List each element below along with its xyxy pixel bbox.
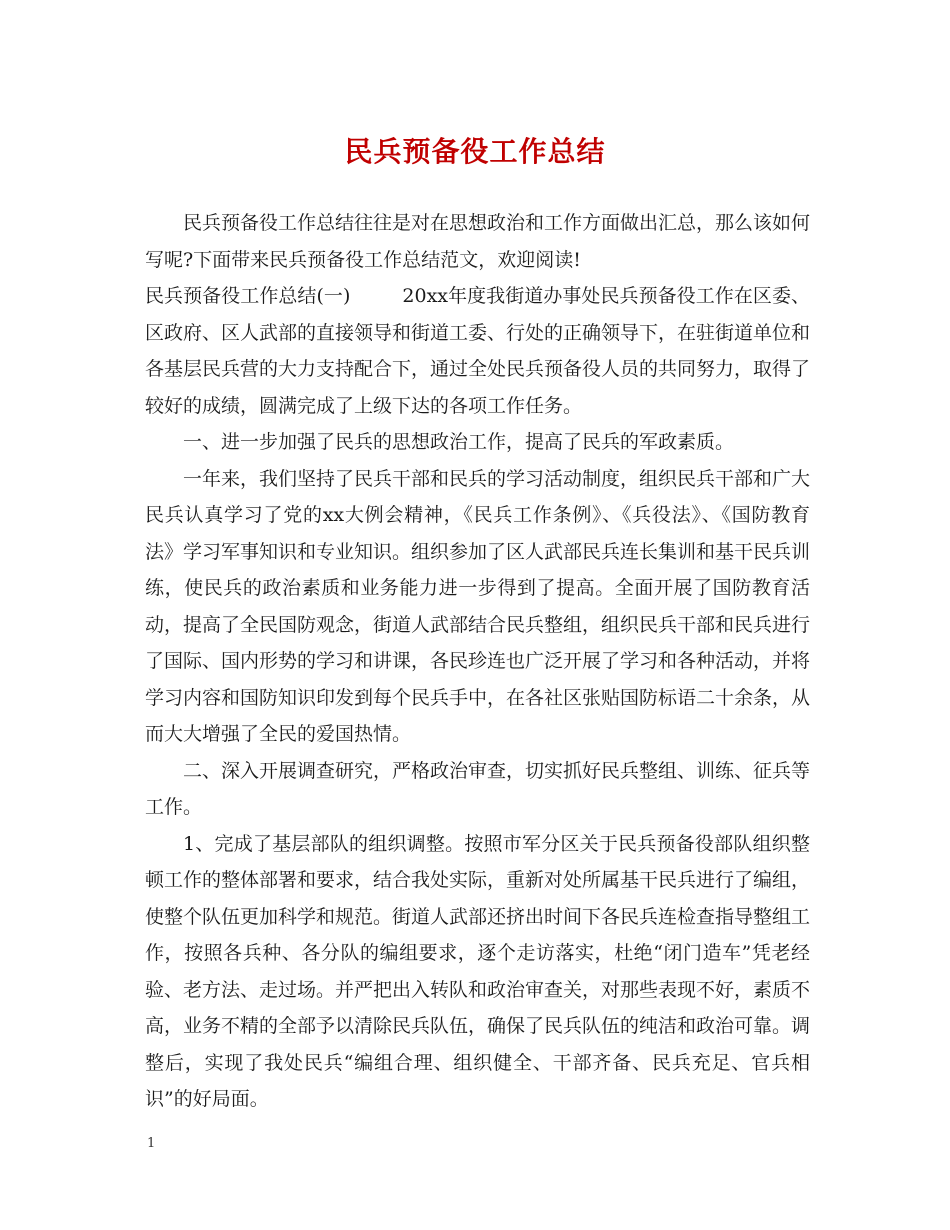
section-heading: 民兵预备役工作总结(一) — [145, 285, 351, 307]
page-number: 1 — [147, 1136, 156, 1151]
point-1-body: 一年来，我们坚持了民兵干部和民兵的学习活动制度，组织民兵干部和广大民兵认真学习了党的xx大例会精神，《民兵工作条例》、《兵役法》、《国防教育法》学习军事知识和专业知识。组织参加了区人武部民兵连长集训和基干民兵训练，使民兵的政治素质和业务能力进一步得到了提高。全面开展了国防教育活动，提高了全民国防观念，街道人武部结合民兵整组，组织民兵干部和民兵进行了国际、国内形势的学习和讲课，各民珍连也广泛开展了学习和各种活动，并将学习内容和国防知识印发到每个民兵手中，在各社区张贴国防标语二十余条，从而大大增强了全民的爱国热情。 — [145, 467, 811, 745]
point-1-heading: 一、进一步加强了民兵的思想政治工作，提高了民兵的军政素质。 — [183, 431, 735, 453]
section-opening: 20xx年度我街道办事处民兵预备役工作在区委、区政府、区人武部的直接领导和街道工委、行处的正确领导下，在驻街道单位和各基层民兵营的大力支持配合下，通过全处民兵预备役人员的共同努力，取得了较好的成绩，圆满完成了上级下达的各项工作任务。 — [145, 285, 811, 417]
document-body — [145, 205, 810, 1118]
intro-paragraph: 民兵预备役工作总结往往是对在思想政治和工作方面做出汇总，那么该如何写呢?下面带来民兵预备役工作总结范文，欢迎阅读! — [145, 212, 811, 271]
section-paragraph — [145, 278, 810, 424]
point-2-1-paragraph: 1、完成了基层部队的组织调整。按照市军分区关于民兵预备役部队组织整顿工作的整体部署和要求，结合我处实际，重新对处所属基干民兵进行了编组，使整个队伍更加科学和规范。街道人武部还挤出时间下各民兵连检查指导整组工作，按照各兵种、各分队的编组要求，逐个走访落实，杜绝“闭门造车”凭老经验、老方法、走过场。并严把出入转队和政治审查关，对那些表现不好，素质不高，业务不精的全部予以清除民兵队伍，确保了民兵队伍的纯洁和政治可靠。调整后，实现了我处民兵“编组合理、组织健全、干部齐备、民兵充足、官兵相识”的好局面。 — [145, 832, 811, 1110]
point-2-heading: 二、深入开展调查研究，严格政治审查，切实抓好民兵整组、训练、征兵等工作。 — [145, 759, 811, 818]
document-title: 民兵预备役工作总结 — [344, 135, 606, 168]
